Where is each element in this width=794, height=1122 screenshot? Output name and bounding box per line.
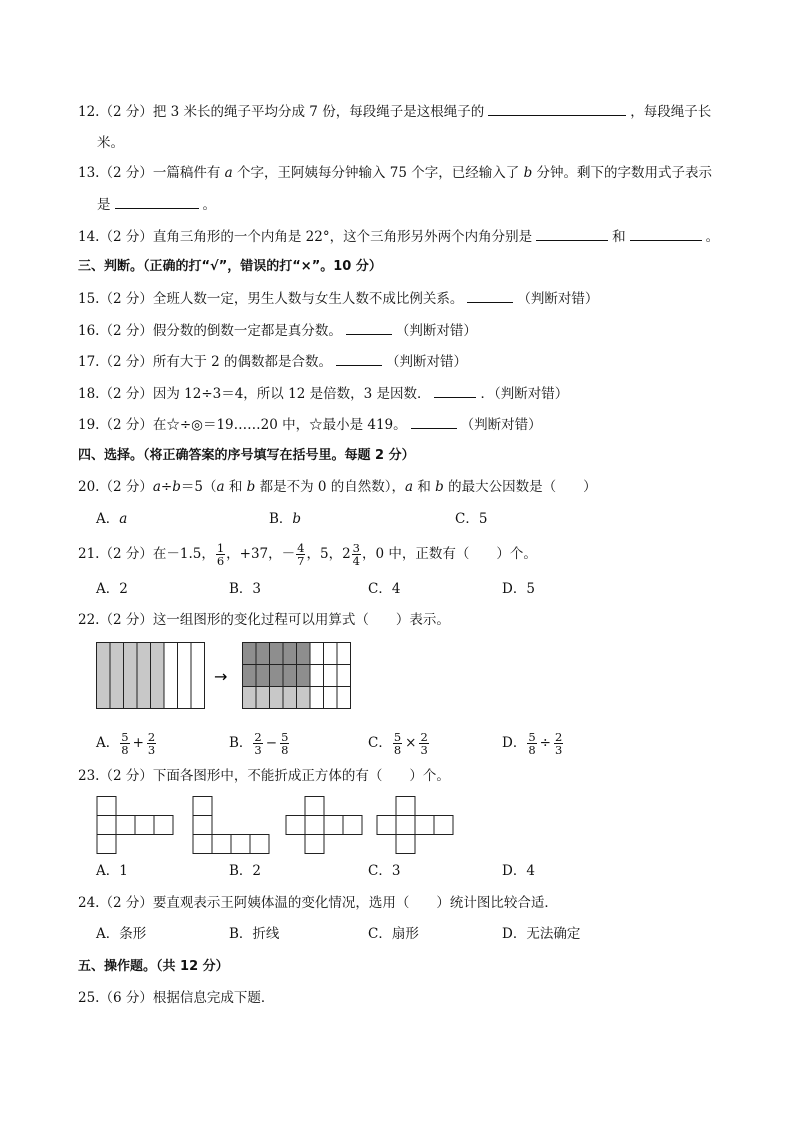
net-square — [324, 816, 343, 835]
net-square — [193, 816, 212, 835]
grid-cell — [310, 643, 324, 665]
option-23-c[interactable]: C．3 — [368, 863, 401, 879]
grid-cell — [164, 643, 178, 709]
question-23: 23.（2 分）下面各图形中，不能折成正方体的有（ ）个。 — [78, 768, 450, 784]
option-21-b[interactable]: B．3 — [229, 581, 262, 597]
net-square — [305, 816, 324, 835]
question-18: 18.（2 分）因为 12÷3＝4，所以 12 是倍数，3 是因数． ．（判断对错） — [78, 383, 568, 404]
net-square — [343, 816, 362, 835]
question-13-cont: 是 。 — [97, 194, 216, 215]
net-square — [193, 797, 212, 816]
grid-cell — [270, 687, 284, 709]
grid-cell — [256, 687, 270, 709]
answer-blank[interactable] — [336, 351, 382, 366]
grid-right — [243, 643, 351, 709]
option-20-c[interactable]: C．5 — [455, 511, 488, 527]
question-19: 19.（2 分）在☆÷◎＝19……20 中，☆最小是 419。 （判断对错） — [78, 414, 542, 435]
question-25: 25.（6 分）根据信息完成下题． — [78, 990, 275, 1006]
net-square — [193, 835, 212, 854]
option-22-c[interactable]: C． $\frac{5}{8}$ × $\frac{2}{3}$ — [368, 730, 428, 757]
grid-cell — [324, 687, 338, 709]
answer-blank[interactable] — [630, 226, 702, 241]
net-square — [97, 797, 116, 816]
question-16: 16.（2 分）假分数的倒数一定都是真分数。 （判断对错） — [78, 320, 477, 341]
option-24-b[interactable]: B．折线 — [229, 926, 280, 942]
fraction-grid-figure — [96, 642, 352, 714]
grid-cell — [310, 665, 324, 687]
grid-cell — [337, 687, 351, 709]
question-12: 12.（2 分）把 3 米长的绳子平均分成 7 份，每段绳子是这根绳子的 ，每段绳子长 — [78, 101, 711, 122]
fraction: $\frac{1}{6}$ — [216, 541, 225, 568]
option-24-d[interactable]: D．无法确定 — [502, 926, 581, 942]
question-17: 17.（2 分）所有大于 2 的偶数都是合数。 （判断对错） — [78, 351, 467, 372]
grid-cell — [270, 665, 284, 687]
net-square — [135, 816, 154, 835]
question-22: 22.（2 分）这一组图形的变化过程可以用算式（ ）表示。 — [78, 612, 450, 628]
option-24-c[interactable]: C．扇形 — [368, 926, 419, 942]
answer-blank[interactable] — [488, 101, 626, 116]
net-square — [396, 835, 415, 854]
net-square — [377, 816, 396, 835]
grid-cell — [283, 665, 297, 687]
option-20-a[interactable]: A．a — [96, 511, 128, 527]
question-24: 24.（2 分）要直观表示王阿姨体温的变化情况，选用（ ）统计图比较合适． — [78, 895, 558, 911]
option-23-b[interactable]: B．2 — [229, 863, 262, 879]
grid-left — [97, 643, 205, 709]
net-square — [305, 797, 324, 816]
grid-cell — [243, 665, 257, 687]
fraction: $\frac{3}{4}$ — [352, 541, 360, 568]
answer-blank[interactable] — [467, 288, 513, 303]
option-22-b[interactable]: B． $\frac{2}{3}$ − $\frac{5}{8}$ — [229, 730, 289, 757]
arrow-icon: → — [214, 667, 228, 686]
grid-cell — [137, 643, 151, 709]
net-square — [97, 835, 116, 854]
cube-nets-figure — [96, 796, 466, 854]
net-square — [116, 816, 135, 835]
grid-cell — [110, 643, 124, 709]
option-21-a[interactable]: A．2 — [96, 581, 128, 597]
grid-cell — [243, 687, 257, 709]
net-square — [396, 797, 415, 816]
net-square — [231, 835, 250, 854]
question-15: 15.（2 分）全班人数一定，男生人数与女生人数不成比例关系。 （判断对错） — [78, 288, 598, 309]
answer-blank[interactable] — [411, 414, 457, 429]
grid-cell — [297, 665, 311, 687]
question-12-cont: 米。 — [97, 135, 124, 151]
section-heading-3: 三、判断。（正确的打“√”，错误的打“×”。10 分） — [78, 259, 382, 274]
grid-cell — [297, 643, 311, 665]
grid-cell — [324, 665, 338, 687]
option-21-c[interactable]: C．4 — [368, 581, 401, 597]
grid-cell — [337, 665, 351, 687]
net-square — [434, 816, 453, 835]
net-square — [305, 835, 324, 854]
net-square — [415, 816, 434, 835]
answer-blank[interactable] — [346, 320, 392, 335]
answer-blank[interactable] — [115, 194, 199, 209]
net-square — [396, 816, 415, 835]
fraction: $\frac{4}{7}$ — [297, 541, 305, 568]
question-21: 21.（2 分）在－1.5， $\frac{1}{6}$ ，+37，－ $\frac{4}{7}$ ，5，2 $\frac{3}{4}$ ，0 中，正数有（ ）个。 — [78, 541, 537, 568]
grid-cell — [256, 665, 270, 687]
section-heading-5: 五、操作题。（共 12 分） — [78, 959, 229, 974]
grid-cell — [256, 643, 270, 665]
net-square — [250, 835, 269, 854]
answer-blank[interactable] — [536, 226, 608, 241]
grid-cell — [283, 687, 297, 709]
net-square — [286, 816, 305, 835]
grid-cell — [124, 643, 138, 709]
option-22-a[interactable]: A． $\frac{5}{8}$ + $\frac{2}{3}$ — [96, 730, 156, 757]
question-14: 14.（2 分）直角三角形的一个内角是 22°，这个三角形另外两个内角分别是 和 。 — [78, 226, 719, 247]
net-square — [212, 835, 231, 854]
net-square — [97, 816, 116, 835]
grid-cell — [151, 643, 165, 709]
option-23-d[interactable]: D．4 — [502, 863, 535, 879]
section-heading-4: 四、选择。（将正确答案的序号填写在括号里。每题 2 分） — [78, 448, 415, 463]
grid-cell — [283, 643, 297, 665]
question-20: 20.（2 分）a÷b＝5（a 和 b 都是不为 0 的自然数），a 和 b 的最大公因数是（ ） — [78, 479, 597, 495]
answer-blank[interactable] — [434, 383, 476, 398]
grid-cell — [297, 687, 311, 709]
grid-cell — [191, 643, 205, 709]
grid-cell — [324, 643, 338, 665]
option-22-d[interactable]: D． $\frac{5}{8}$ ÷ $\frac{2}{3}$ — [502, 730, 563, 757]
option-21-d[interactable]: D．5 — [502, 581, 535, 597]
cube-nets — [97, 797, 453, 854]
net-square — [154, 816, 173, 835]
option-23-a[interactable]: A．1 — [96, 863, 128, 879]
grid-cell — [178, 643, 192, 709]
grid-cell — [337, 643, 351, 665]
grid-cell — [310, 687, 324, 709]
option-24-a[interactable]: A．条形 — [96, 926, 147, 942]
question-13: 13.（2 分）一篇稿件有 a 个字，王阿姨每分钟输入 75 个字，已经输入了 b 分钟。剩下的字数用式子表示 — [78, 165, 713, 181]
option-20-b[interactable]: B．b — [269, 511, 302, 527]
grid-cell — [243, 643, 257, 665]
grid-cell — [97, 643, 111, 709]
grid-cell — [270, 643, 284, 665]
